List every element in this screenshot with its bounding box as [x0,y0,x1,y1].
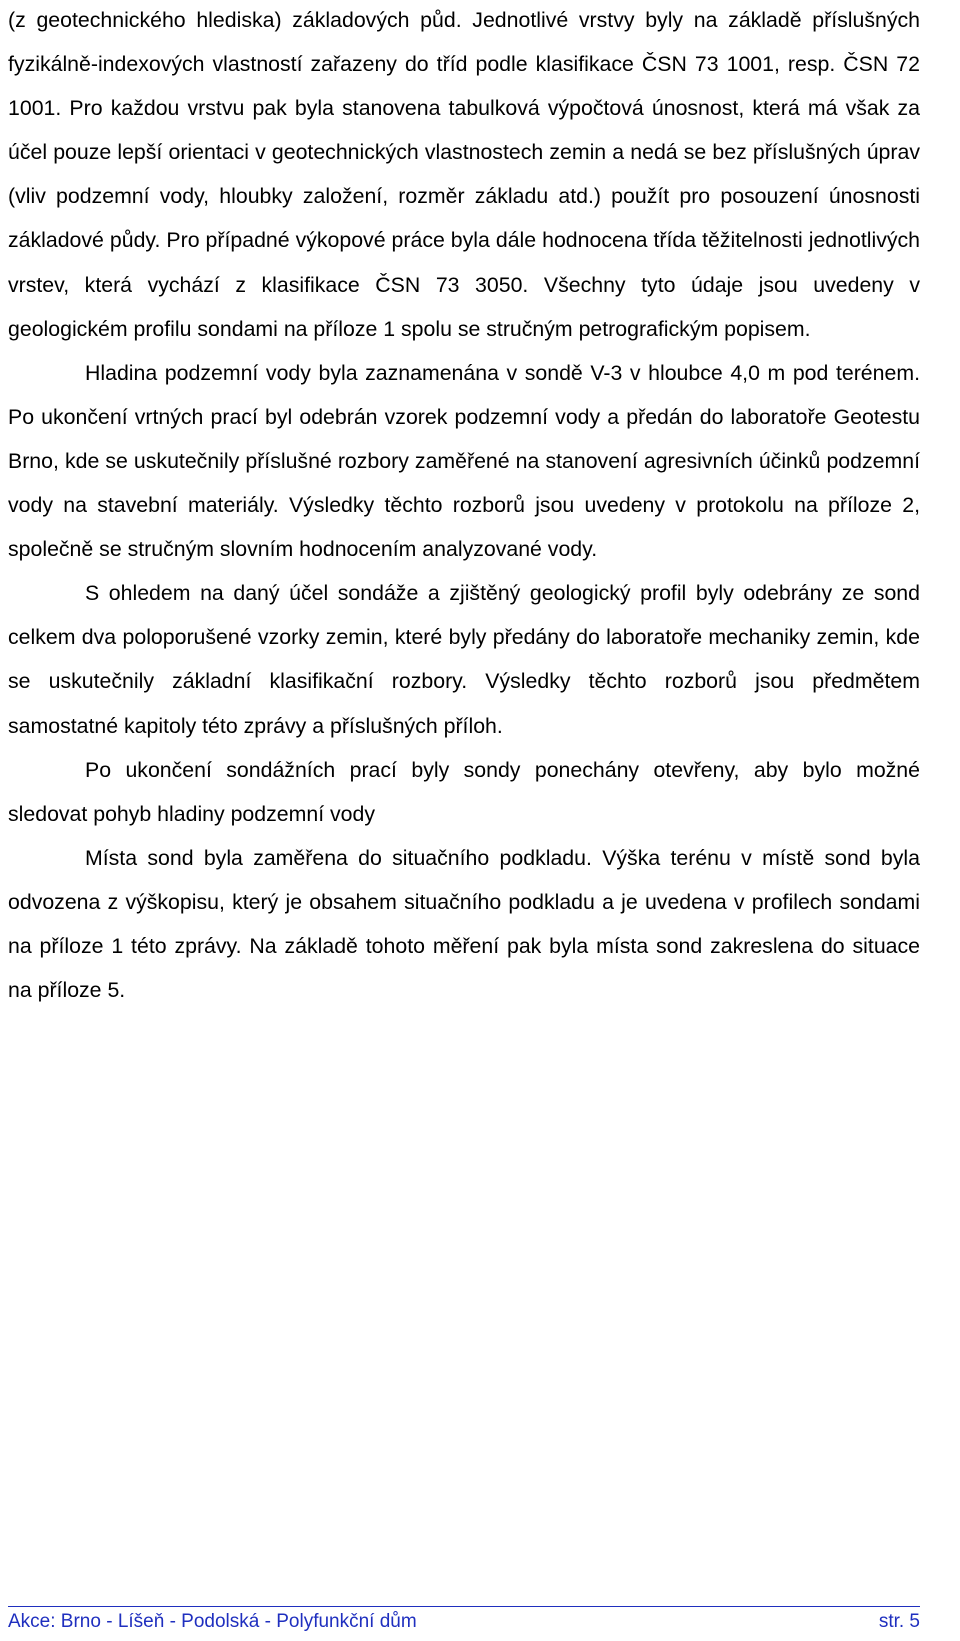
footer-divider [8,1606,920,1607]
document-body [8,0,920,1012]
paragraph-soil-classification: (z geotechnického hlediska) základových půd. Jednotlivé vrstvy byly na základě příslušných fyzikálně-indexových vlastností zařazeny do tříd podle klasifikace ČSN 73 1001, resp. ČSN 72 1001. Pro každou vrstvu pak byla stanovena tabulková výpočtová únosnost, která má však za účel pouze lepší orientaci v geotechnických vlastnostech zemin a nedá se bez příslušných úprav (vliv podzemní vody, hloubky založení, rozměr základu atd.) použít pro posouzení únosnosti základové půdy. Pro případné výkopové práce byla dále hodnocena třída těžitelnosti jednotlivých vrstev, která vychází z klasifikace ČSN 73 3050. Všechny tyto údaje jsou uvedeny v geologickém profilu sondami na příloze 1 spolu se stručným petrografickým popisem. [8,8,920,341]
paragraph-open-boreholes: Po ukončení sondážních prací byly sondy ponechány otevřeny, aby bylo možné sledovat pohyb hladiny podzemní vody [8,757,920,826]
footer-page-number: str. 5 [878,1611,920,1632]
paragraph-groundwater: Hladina podzemní vody byla zaznamenána v sondě V-3 v hloubce 4,0 m pod terénem. Po ukončení vrtných prací byl odebrán vzorek podzemní vody a předán do laboratoře Geotestu Brno, kde se uskutečnily příslušné rozbory zaměřené na stanovení agresivních účinků podzemní vody na stavební materiály. Výsledky těchto rozborů jsou uvedeny v protokolu na příloze 2, společně se stručným slovním hodnocením analyzované vody. [8,360,920,562]
paragraph-soil-samples: S ohledem na daný účel sondáže a zjištěný geologický profil byly odebrány ze sond celkem dva poloporušené vzorky zemin, které byly předány do laboratoře mechaniky zemin, kde se uskutečnily základní klasifikační rozbory. Výsledky těchto rozborů jsou předmětem samostatné kapitoly této zprávy a příslušných příloh. [8,581,920,738]
footer-project-title: Akce: Brno - Líšeň - Podolská - Polyfunkční dům [8,1611,417,1632]
paragraph-survey: Místa sond byla zaměřena do situačního podkladu. Výška terénu v místě sond byla odvozena z výškopisu, který je obsahem situačního podkladu a je uvedena v profilech sondami na příloze 1 této zprávy. Na základě tohoto měření pak byla místa sond zakreslena do situace na příloze 5. [8,845,920,1003]
page-footer [8,1610,920,1634]
